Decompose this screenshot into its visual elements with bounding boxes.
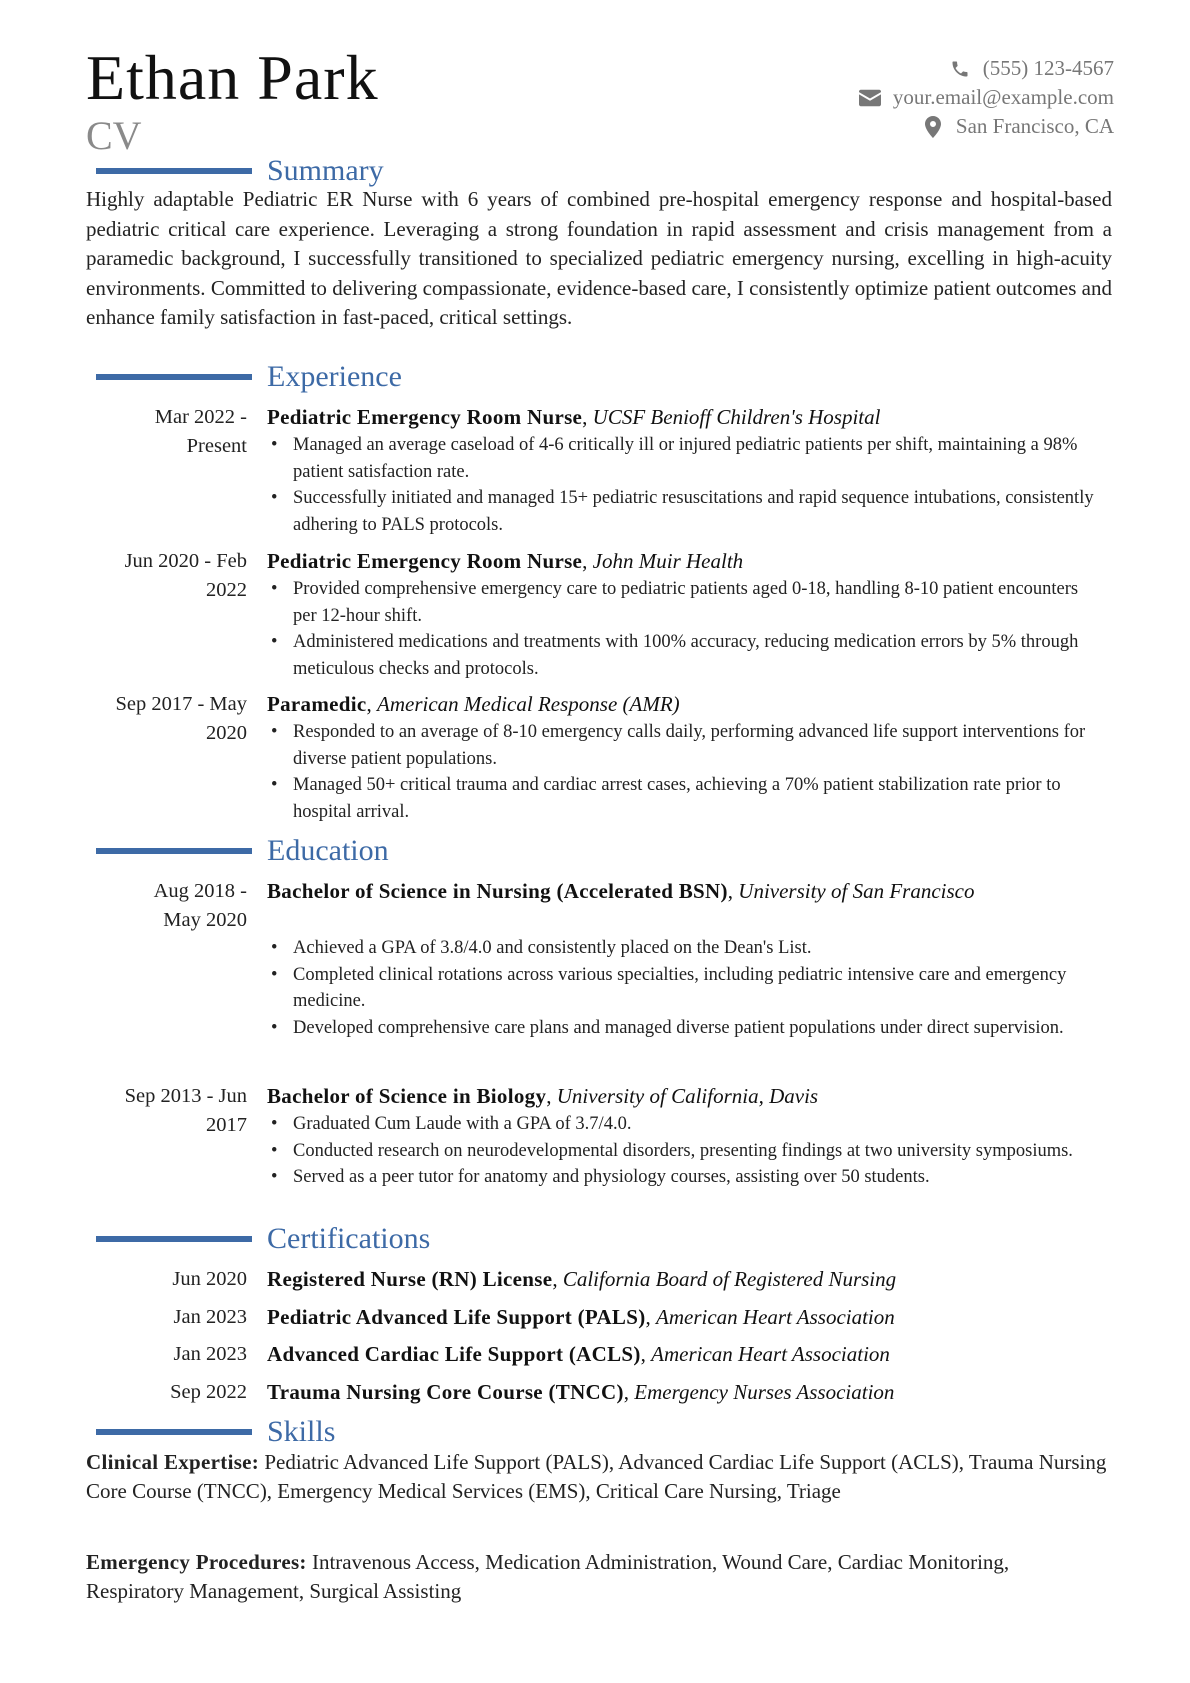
education-bullets bbox=[267, 1111, 1103, 1191]
education-heading: Education bbox=[267, 834, 389, 867]
experience-heading-line: Pediatric Emergency Room Nurse, UCSF Benioff Children's Hospital bbox=[267, 405, 881, 429]
experience-date-start: Jun 2020 - Feb bbox=[124, 550, 247, 572]
bullet-item: • Provided comprehensive emergency care to pediatric patients aged 0-18, handling 8-10 patient encounters per 12-hour shift. bbox=[267, 576, 1103, 629]
degree: Bachelor of Science in Nursing (Accelerated BSN) bbox=[267, 879, 728, 903]
experience-date-end: 2020 bbox=[206, 722, 247, 744]
skill-group-label: Emergency Procedures: bbox=[86, 1550, 307, 1574]
phone-text: (555) 123-4567 bbox=[982, 56, 1114, 80]
job-title: Paramedic bbox=[267, 692, 367, 716]
experience-heading-line: Pediatric Emergency Room Nurse, John Muir Health bbox=[267, 549, 744, 573]
certification-date: Jan 2023 bbox=[173, 1343, 247, 1365]
contact-location bbox=[859, 112, 1114, 141]
job-title: Pediatric Emergency Room Nurse bbox=[267, 549, 583, 573]
certification-date: Jan 2023 bbox=[173, 1306, 247, 1328]
bullet-item: • Conducted research on neurodevelopmental disorders, presenting findings at two university symposiums. bbox=[267, 1138, 1103, 1165]
skill-group bbox=[86, 1548, 1112, 1606]
employer: UCSF Benioff Children's Hospital bbox=[592, 405, 881, 429]
skill-group bbox=[86, 1448, 1112, 1506]
section-divider-bar bbox=[96, 1429, 252, 1435]
bullet-item: • Managed an average caseload of 4-6 critically ill or injured pediatric patients per shift, maintaining a 98% patient satisfaction rate. bbox=[267, 432, 1103, 485]
section-divider-bar bbox=[96, 848, 252, 854]
skill-group-label: Clinical Expertise: bbox=[86, 1450, 260, 1474]
education-date-start: Sep 2013 - Jun bbox=[124, 1085, 247, 1107]
bullet-item: • Achieved a GPA of 3.8/4.0 and consistently placed on the Dean's List. bbox=[267, 935, 1103, 962]
phone-icon bbox=[949, 58, 971, 80]
employer: American Medical Response (AMR) bbox=[377, 692, 680, 716]
section-divider-bar bbox=[96, 1236, 252, 1242]
education-date-start: Aug 2018 - bbox=[153, 880, 247, 902]
certification-date: Jun 2020 bbox=[172, 1268, 247, 1290]
degree: Bachelor of Science in Biology bbox=[267, 1084, 547, 1108]
summary-heading: Summary bbox=[267, 154, 384, 187]
certification-issuer: American Heart Association bbox=[656, 1305, 895, 1329]
certification-row bbox=[0, 1262, 1190, 1296]
map-pin-icon bbox=[922, 116, 944, 138]
certification-issuer: Emergency Nurses Association bbox=[634, 1380, 895, 1404]
certification-issuer: California Board of Registered Nursing bbox=[562, 1267, 897, 1291]
summary-text: Highly adaptable Pediatric ER Nurse with 6 years of combined pre-hospital emergency response and hospital-based pediatric critical care experience. Leveraging a strong foundation in rapid assessment and crisis management from a paramedic background, I successfully transitioned to specialized pediatric emergency nursing, excelling in high-acuity environments. Committed to delivering compassionate, evidence-based care, I consistently optimize patient outcomes and enhance family satisfaction in fast-paced, critical settings. bbox=[86, 187, 1112, 329]
certification-row bbox=[0, 1300, 1190, 1334]
certification-name: Pediatric Advanced Life Support (PALS) bbox=[267, 1305, 646, 1329]
contact-info bbox=[859, 54, 1114, 141]
employer: John Muir Health bbox=[592, 549, 744, 573]
certification-name: Registered Nurse (RN) License bbox=[267, 1267, 553, 1291]
experience-bullets bbox=[267, 432, 1103, 538]
experience-bullets bbox=[267, 576, 1103, 682]
experience-bullets bbox=[267, 719, 1103, 825]
contact-phone[interactable] bbox=[859, 54, 1114, 83]
contact-email[interactable] bbox=[859, 83, 1114, 112]
experience-date-start: Sep 2017 - May bbox=[115, 693, 247, 715]
bullet-item: • Completed clinical rotations across various specialties, including pediatric intensive care and emergency medicine. bbox=[267, 962, 1103, 1015]
experience-date-end: 2022 bbox=[206, 579, 247, 601]
experience-heading-line: Paramedic, American Medical Response (AMR) bbox=[267, 692, 680, 716]
certification-name: Advanced Cardiac Life Support (ACLS) bbox=[267, 1342, 641, 1366]
certification-row bbox=[0, 1337, 1190, 1371]
certification-row bbox=[0, 1375, 1190, 1409]
school: University of California, Davis bbox=[556, 1084, 819, 1108]
skill-group-text: Pediatric Advanced Life Support (PALS), Advanced Cardiac Life Support (ACLS), Trauma Nursing Core Course (TNCC), Emergency Medical Services (EMS), Critical Care Nursing, Triage bbox=[86, 1450, 1107, 1503]
experience-date-end: Present bbox=[186, 435, 247, 457]
candidate-name: Ethan Park bbox=[86, 42, 379, 113]
bullet-item: • Served as a peer tutor for anatomy and physiology courses, assisting over 50 students. bbox=[267, 1164, 1103, 1191]
skill-group-text: Intravenous Access, Medication Administration, Wound Care, Cardiac Monitoring, Respiratory Management, Surgical Assisting bbox=[86, 1550, 1010, 1603]
skills-heading: Skills bbox=[267, 1415, 336, 1448]
job-title: Pediatric Emergency Room Nurse bbox=[267, 405, 583, 429]
document-type: CV bbox=[86, 113, 142, 158]
email-text: your.email@example.com bbox=[892, 85, 1114, 109]
certification-line: Advanced Cardiac Life Support (ACLS), American Heart Association bbox=[267, 1342, 890, 1366]
education-date-end: 2017 bbox=[206, 1114, 247, 1136]
bullet-item: • Managed 50+ critical trauma and cardiac arrest cases, achieving a 70% patient stabilization rate prior to hospital arrival. bbox=[267, 772, 1103, 825]
certification-date: Sep 2022 bbox=[170, 1381, 247, 1403]
education-heading-line: Bachelor of Science in Biology, University of California, Davis bbox=[267, 1084, 819, 1108]
certification-line: Trauma Nursing Core Course (TNCC), Emergency Nurses Association bbox=[267, 1380, 895, 1404]
certification-line: Registered Nurse (RN) License, California Board of Registered Nursing bbox=[267, 1267, 897, 1291]
section-divider-bar bbox=[96, 374, 252, 380]
experience-date-start: Mar 2022 - bbox=[154, 406, 247, 428]
bullet-item: • Developed comprehensive care plans and managed diverse patient populations under direct supervision. bbox=[267, 1015, 1103, 1042]
certification-issuer: American Heart Association bbox=[651, 1342, 890, 1366]
education-bullets bbox=[267, 935, 1103, 1041]
certification-name: Trauma Nursing Core Course (TNCC) bbox=[267, 1380, 624, 1404]
bullet-item: • Graduated Cum Laude with a GPA of 3.7/4.0. bbox=[267, 1111, 1103, 1138]
bullet-item: • Responded to an average of 8-10 emergency calls daily, performing advanced life support interventions for diverse patient populations. bbox=[267, 719, 1103, 772]
bullet-item: • Administered medications and treatments with 100% accuracy, reducing medication errors by 5% through meticulous checks and protocols. bbox=[267, 629, 1103, 682]
experience-heading: Experience bbox=[267, 360, 402, 393]
certification-line: Pediatric Advanced Life Support (PALS), American Heart Association bbox=[267, 1305, 895, 1329]
certifications-heading: Certifications bbox=[267, 1222, 431, 1255]
bullet-item: • Successfully initiated and managed 15+ pediatric resuscitations and rapid sequence intubations, consistently adhering to PALS protocols. bbox=[267, 485, 1103, 538]
school: University of San Francisco bbox=[738, 879, 975, 903]
section-divider-bar bbox=[96, 168, 252, 174]
education-date-end: May 2020 bbox=[163, 909, 247, 931]
location-text: San Francisco, CA bbox=[955, 114, 1114, 138]
education-heading-line: Bachelor of Science in Nursing (Accelerated BSN), University of San Francisco bbox=[267, 879, 975, 903]
envelope-icon bbox=[859, 87, 881, 109]
